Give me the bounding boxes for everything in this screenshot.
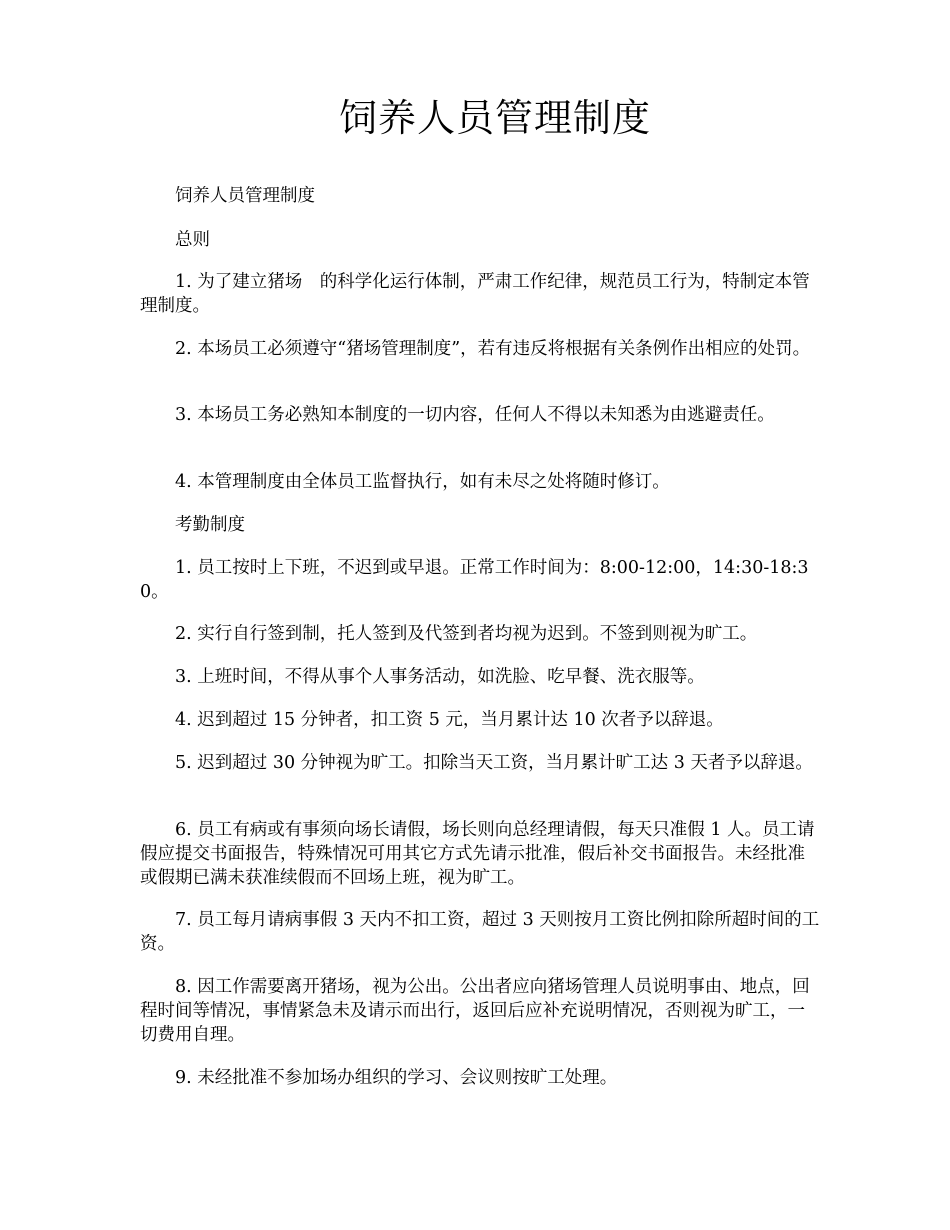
attendance-item-7: 7. 员工每月请病事假 3 天内不扣工资，超过 3 天则按月工资比例扣除所超时间的工资。 [140,910,820,954]
general-item-1: 1. 为了建立猪场 的科学化运行体制，严肃工作纪律，规范员工行为，特制定本管理制度。 [140,272,810,316]
document-title: 饲养人员管理制度 [338,96,651,140]
attendance-item-6: 6. 员工有病或有事须向场长请假，场长则向总经理请假，每天只准假 1 人。员工请假应提交书面报告，特殊情况可用其它方式先请示批准，假后补交书面报告。未经批准或假期已满未获准续假而不回场上班，视为旷工。 [140,820,815,888]
subtitle-paragraph: 饲养人员管理制度 [175,186,315,206]
general-item-2: 2. 本场员工必须遵守“猪场管理制度”，若有违反将根据有关条例作出相应的处罚。 [175,339,811,359]
attendance-item-5: 5. 迟到超过 30 分钟视为旷工。扣除当天工资，当月累计旷工达 3 天者予以辞退。 [175,753,813,773]
section-heading-attendance: 考勤制度 [175,515,245,535]
attendance-item-8: 8. 因工作需要离开猪场，视为公出。公出者应向猪场管理人员说明事由、地点，回程时间等情况，事情紧急未及请示而出行，返回后应补充说明情况，否则视为旷工，一切费用自理。 [140,977,810,1045]
attendance-item-2: 2. 实行自行签到制，托人签到及代签到者均视为迟到。不签到则视为旷工。 [175,624,758,644]
section-heading-general: 总则 [175,230,210,250]
general-item-4: 4. 本管理制度由全体员工监督执行，如有未尽之处将随时修订。 [175,472,670,492]
attendance-item-4: 4. 迟到超过 15 分钟者，扣工资 5 元，当月累计达 10 次者予以辞退。 [175,710,724,730]
attendance-item-3: 3. 上班时间，不得从事个人事务活动，如洗脸、吃早餐、洗衣服等。 [175,667,705,687]
general-item-3: 3. 本场员工务必熟知本制度的一切内容，任何人不得以未知悉为由逃避责任。 [175,405,775,425]
attendance-item-1: 1. 员工按时上下班，不迟到或早退。正常工作时间为：8:00-12:00，14:30-18:30。 [140,558,809,602]
attendance-item-9: 9. 未经批准不参加场办组织的学习、会议则按旷工处理。 [175,1068,618,1088]
